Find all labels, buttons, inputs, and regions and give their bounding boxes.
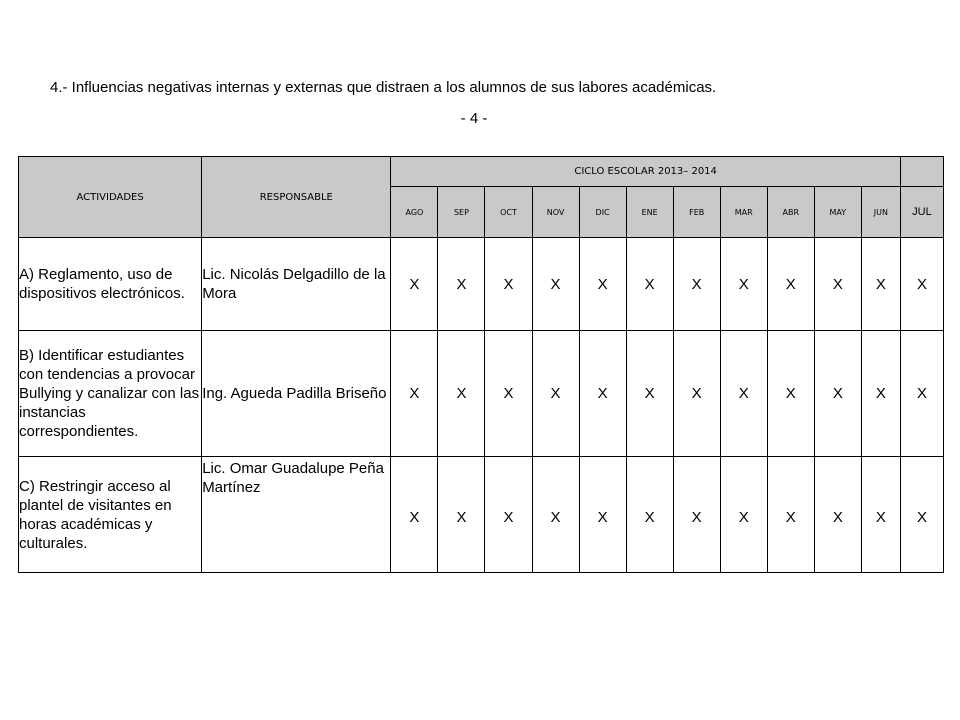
- month-header: SEP: [438, 187, 485, 238]
- responsible-cell: Lic. Nicolás Delgadillo de la Mora: [202, 238, 391, 331]
- month-mark: X: [673, 457, 720, 573]
- month-mark: X: [720, 238, 767, 331]
- month-header: JUL: [900, 187, 943, 238]
- month-mark: X: [438, 457, 485, 573]
- header-responsible: RESPONSABLE: [202, 157, 391, 238]
- month-mark: X: [673, 238, 720, 331]
- header-cycle: CICLO ESCOLAR 2013– 2014: [391, 157, 901, 187]
- month-mark: X: [900, 238, 943, 331]
- month-mark: X: [861, 238, 900, 331]
- month-mark: X: [438, 331, 485, 457]
- page-number: - 4 -: [460, 110, 488, 127]
- month-mark: X: [720, 331, 767, 457]
- month-mark: X: [485, 238, 532, 331]
- month-header: AGO: [391, 187, 438, 238]
- header-cycle-blank: [900, 157, 943, 187]
- month-mark: X: [391, 238, 438, 331]
- table-row: [19, 457, 944, 573]
- month-mark: X: [673, 331, 720, 457]
- header-row-cycle: [19, 157, 944, 187]
- month-header: MAY: [814, 187, 861, 238]
- activity-cell: C) Restringir acceso al plantel de visitantes en horas académicas y culturales.: [19, 457, 202, 573]
- month-mark: X: [485, 331, 532, 457]
- responsible-cell: Ing. Agueda Padilla Briseño: [202, 331, 391, 457]
- month-mark: X: [814, 457, 861, 573]
- month-mark: X: [532, 238, 579, 331]
- table-row: [19, 331, 944, 457]
- month-mark: X: [391, 331, 438, 457]
- month-mark: X: [814, 331, 861, 457]
- month-mark: X: [900, 457, 943, 573]
- activity-cell: B) Identificar estudiantes con tendencias a provocar Bullying y canalizar con las instancias correspondientes.: [19, 331, 202, 457]
- month-mark: X: [900, 331, 943, 457]
- month-mark: X: [532, 331, 579, 457]
- month-header: DIC: [579, 187, 626, 238]
- month-header: ENE: [626, 187, 673, 238]
- month-header: NOV: [532, 187, 579, 238]
- month-header: JUN: [861, 187, 900, 238]
- month-mark: X: [767, 331, 814, 457]
- month-mark: X: [391, 457, 438, 573]
- month-mark: X: [579, 457, 626, 573]
- month-header: OCT: [485, 187, 532, 238]
- responsible-cell: Lic. Omar Guadalupe Peña Martínez: [202, 457, 391, 573]
- month-header: FEB: [673, 187, 720, 238]
- month-mark: X: [814, 238, 861, 331]
- month-mark: X: [626, 457, 673, 573]
- month-mark: X: [579, 331, 626, 457]
- table-row: [19, 238, 944, 331]
- month-mark: X: [861, 457, 900, 573]
- month-mark: X: [720, 457, 767, 573]
- month-mark: X: [626, 331, 673, 457]
- month-mark: X: [579, 238, 626, 331]
- header-activities: ACTIVIDADES: [19, 157, 202, 238]
- month-mark: X: [626, 238, 673, 331]
- month-header: ABR: [767, 187, 814, 238]
- activities-table: [18, 156, 944, 573]
- month-mark: X: [532, 457, 579, 573]
- month-header: MAR: [720, 187, 767, 238]
- activity-cell: A) Reglamento, uso de dispositivos electrónicos.: [19, 238, 202, 331]
- month-mark: X: [485, 457, 532, 573]
- month-mark: X: [438, 238, 485, 331]
- month-mark: X: [767, 457, 814, 573]
- section-heading: 4.- Influencias negativas internas y externas que distraen a los alumnos de sus labores académicas.: [50, 79, 717, 96]
- month-mark: X: [861, 331, 900, 457]
- month-mark: X: [767, 238, 814, 331]
